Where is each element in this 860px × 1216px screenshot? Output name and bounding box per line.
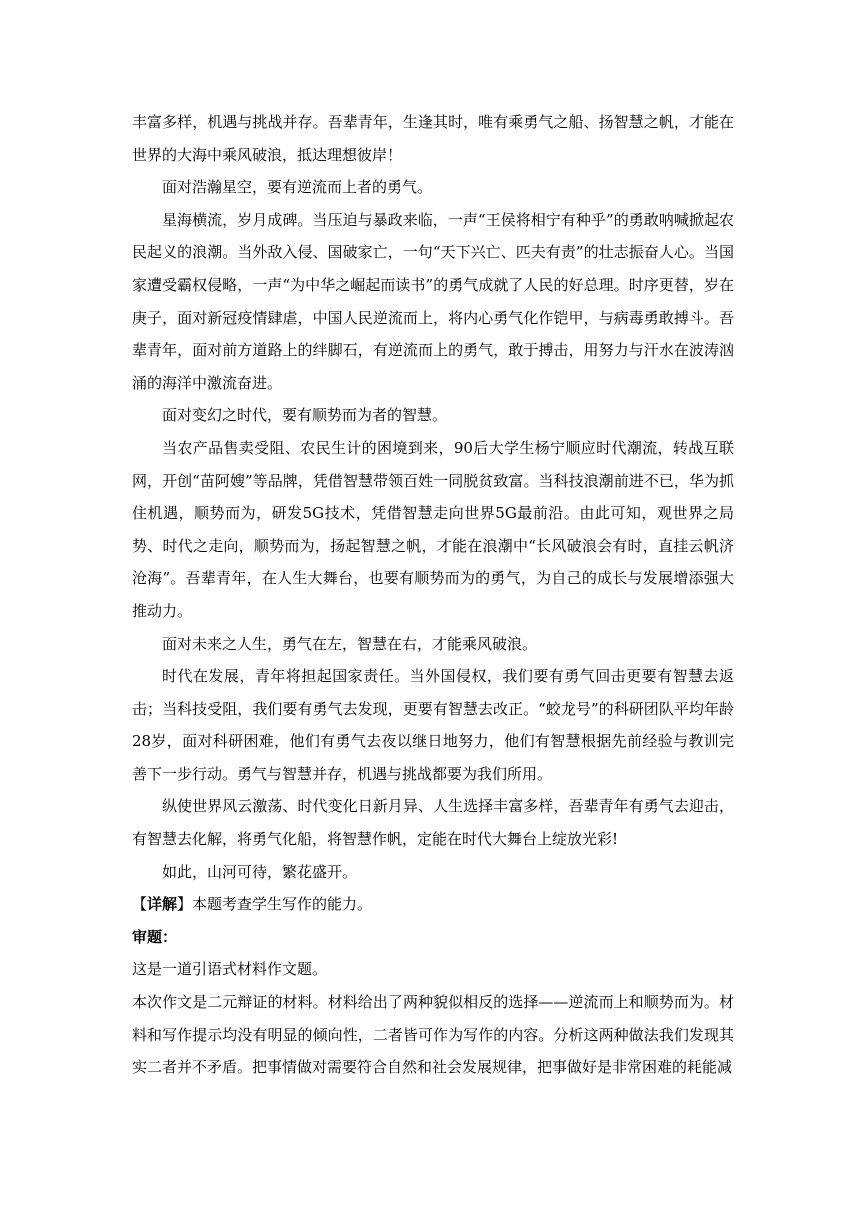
analysis-line-1: 这是一道引语式材料作文题。 [132, 960, 328, 979]
analysis-subheading: 审题： [132, 927, 178, 946]
analysis-label-line [132, 888, 734, 921]
analysis-label-close: 】 [177, 895, 193, 914]
essay-paragraph-1: 丰富多样，机遇与挑战并存。吾辈青年，生逢其时，唯有乘勇气之船、扬智慧之帆，才能在世界的大海中乘风破浪，抵达理想彼岸！ [132, 113, 734, 164]
analysis-line-2: 本次作文是二元辩证的材料。材料给出了两种貌似相反的选择——逆流而上和顺势而为。材料和写作提示均没有明显的倾向性，二者皆可作为写作的内容。分析这两种做法我们发现其实二者并不矛盾。把事情做对需要符合自然和社会发展规律，把事做好是非常困难的耗能减 [132, 993, 734, 1077]
analysis-label-open: 【 [132, 895, 148, 914]
essay-heading-future: 面对未来之人生，勇气在左，智慧在右，才能乘风破浪。 [162, 634, 538, 653]
essay-closing-line: 如此，山河可待，繁花盛开。 [162, 862, 358, 881]
analysis-label-word: 详解 [147, 895, 178, 914]
essay-heading-wisdom: 面对变幻之时代，要有顺势而为者的智慧。 [162, 406, 448, 425]
essay-paragraph-conclusion: 纵使世界风云激荡、时代变化日新月异、人生选择丰富多样，吾辈青年有勇气去迎击，有智慧去化解，将勇气化船，将智慧作帆，定能在时代大舞台上绽放光彩! [132, 797, 734, 849]
essay-heading-courage: 面对浩瀚星空，要有逆流而上者的勇气。 [162, 178, 433, 197]
essay-paragraph-future: 时代在发展，青年将担起国家责任。当外国侵权，我们要有勇气回击更要有智慧去返击；当科技受阻，我们要有勇气去发现，更要有智慧去改正。“蛟龙号”的科研团队平均年龄28岁，面对科研困难，他们有勇气去夜以继日地努力，他们有智慧根据先前经验与教训完善下一步行动。勇气与智慧并存，机遇与挑战都要为我们所用。 [132, 667, 734, 783]
analysis-label-text: 本题考查学生写作的能力。 [192, 895, 373, 914]
essay-paragraph-courage: 星海横流，岁月成碑。当压迫与暴政来临，一声“王侯将相宁有种乎”的勇敢呐喊掀起农民起义的浪潮。当外敌入侵、国破家亡，一句“天下兴亡、匹夫有责”的壮志振奋人心。当国家遭受霸权侵略，一声“为中华之崛起而读书”的勇气成就了人民的好总理。时序更替，岁在庚子，面对新冠疫情肆虐，中国人民逆流而上，将内心勇气化作铠甲，与病毒勇敢搏斗。吾辈青年，面对前方道路上的绊脚石，有逆流而上的勇气，敢于搏击，用努力与汗水在波涛汹涌的海洋中激流奋进。 [132, 210, 734, 392]
essay-paragraph-wisdom: 当农产品售卖受阻、农民生计的困境到来，90后大学生杨宁顺应时代潮流，转战互联网，开创“苗阿嫂”等品牌，凭借智慧带领百姓一同脱贫致富。当科技浪潮前进不已，华为抓住机遇，顺势而为，研发5G技术，凭借智慧走向世界5G最前沿。由此可知，观世界之局势、时代之走向，顺势而为，扬起智慧之帆，才能在浪潮中“长风破浪会有时，直挂云帆济沧海”。吾辈青年，在人生大舞台，也要有顺势而为的勇气，为自己的成长与发展增添强大推动力。 [132, 438, 734, 620]
